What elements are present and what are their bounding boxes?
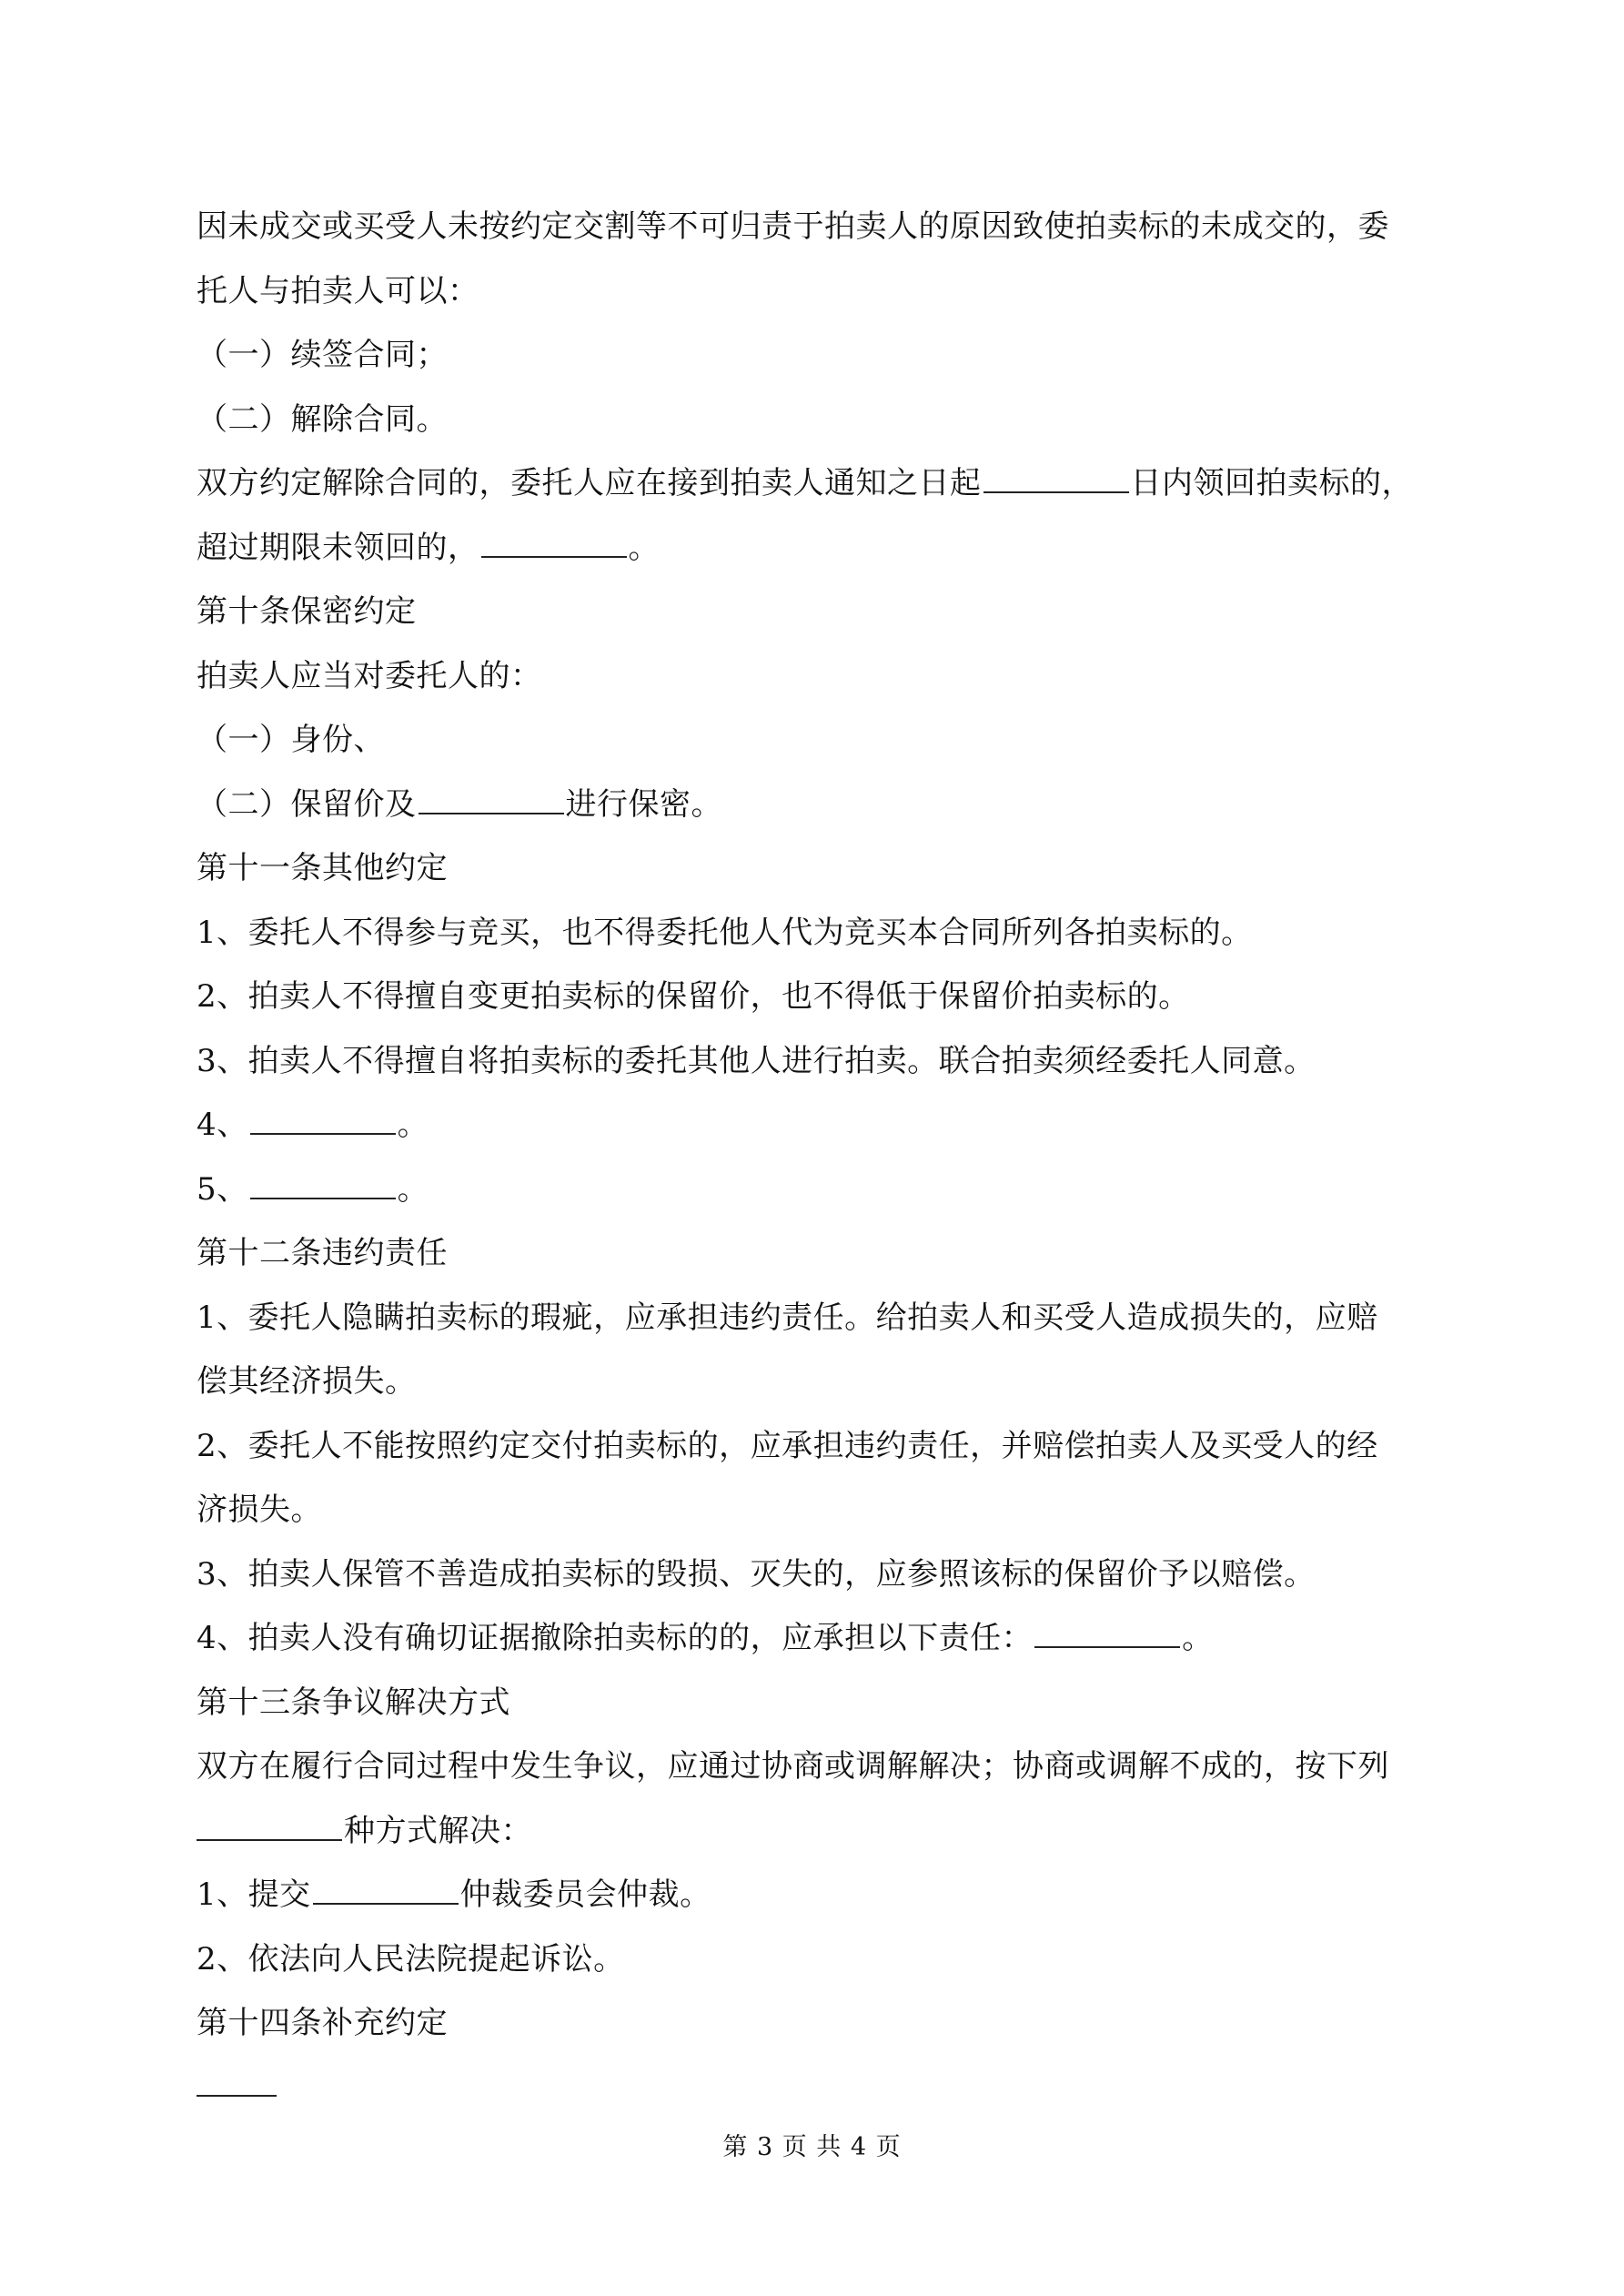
page-footer bbox=[0, 2131, 1624, 2164]
heading-text: 第十四条补充约定 bbox=[197, 2005, 448, 2041]
text-span: 超过期限未领回的， bbox=[197, 529, 479, 566]
heading-text: 第十一条其他约定 bbox=[197, 850, 448, 886]
section-heading bbox=[197, 1221, 1452, 1286]
paragraph-line bbox=[197, 1799, 1452, 1864]
list-item bbox=[197, 901, 1452, 966]
fill-in-blank bbox=[197, 2095, 277, 2097]
text-span: 5、 bbox=[197, 1170, 248, 1208]
list-item bbox=[197, 1542, 1452, 1607]
text-span: 种方式解决： bbox=[344, 1812, 532, 1849]
list-item bbox=[197, 323, 1452, 388]
text-span: 。 bbox=[397, 1170, 429, 1208]
text-span: 2、依法向人民法院提起诉讼。 bbox=[197, 1940, 625, 1977]
paragraph-line bbox=[197, 259, 1452, 324]
list-item-continuation bbox=[197, 1350, 1452, 1414]
text-span: 2、拍卖人不得擅自变更拍卖标的保留价，也不得低于保留价拍卖标的。 bbox=[197, 978, 1190, 1015]
text-span: 4、 bbox=[197, 1107, 248, 1143]
text-span: 1、委托人不得参与竞买，也不得委托他人代为竞买本合同所列各拍卖标的。 bbox=[197, 914, 1253, 951]
list-item bbox=[197, 1158, 1452, 1222]
paragraph-line bbox=[197, 451, 1452, 516]
list-item bbox=[197, 965, 1452, 1029]
list-item bbox=[197, 708, 1452, 773]
text-span: 仲裁委员会仲裁。 bbox=[459, 1876, 711, 1913]
fill-in-blank bbox=[481, 529, 627, 558]
text-span: （二）保留价及 bbox=[197, 785, 417, 823]
text-span: 日内领回拍卖标的， bbox=[1130, 465, 1413, 501]
list-item bbox=[197, 773, 1452, 837]
fill-in-blank bbox=[250, 1106, 396, 1135]
section-heading bbox=[197, 1991, 1452, 2056]
fill-in-blank bbox=[419, 785, 564, 814]
paragraph-line bbox=[197, 1735, 1452, 1799]
text-span: （一）身份、 bbox=[197, 722, 385, 758]
list-item bbox=[197, 1029, 1452, 1094]
text-span: 济损失。 bbox=[197, 1492, 322, 1528]
paragraph-line bbox=[197, 644, 1452, 709]
text-span: （二）解除合同。 bbox=[197, 400, 448, 438]
heading-text: 第十二条违约责任 bbox=[197, 1235, 448, 1271]
text-span: 1、委托人隐瞒拍卖标的瑕疵，应承担违约责任。给拍卖人和买受人造成损失的，应赔 bbox=[197, 1299, 1378, 1336]
fill-in-blank bbox=[197, 1812, 342, 1841]
text-span: 偿其经济损失。 bbox=[197, 1363, 417, 1400]
text-span: 拍卖人应当对委托人的： bbox=[197, 657, 542, 694]
list-item-continuation bbox=[197, 1478, 1452, 1542]
section-heading bbox=[197, 836, 1452, 901]
fill-in-blank bbox=[1034, 1619, 1180, 1648]
list-item bbox=[197, 388, 1452, 452]
text-span: 3、拍卖人不得擅自将拍卖标的委托其他人进行拍卖。联合拍卖须经委托人同意。 bbox=[197, 1042, 1316, 1079]
text-span: 双方在履行合同过程中发生争议，应通过协商或调解解决；协商或调解不成的，按下列 bbox=[197, 1748, 1389, 1785]
fill-in-blank bbox=[250, 1170, 396, 1199]
paragraph-line bbox=[197, 516, 1452, 581]
list-item bbox=[197, 1286, 1452, 1350]
fill-in-blank bbox=[983, 464, 1129, 493]
list-item bbox=[197, 1093, 1452, 1158]
paragraph-line bbox=[197, 195, 1452, 259]
text-span: 。 bbox=[628, 529, 660, 566]
text-span: 3、拍卖人保管不善造成拍卖标的毁损、灭失的，应参照该标的保留价予以赔偿。 bbox=[197, 1555, 1316, 1593]
text-span: 4、拍卖人没有确切证据撤除拍卖标的的，应承担以下责任： bbox=[197, 1620, 1034, 1656]
heading-text: 第十条保密约定 bbox=[197, 593, 417, 630]
list-item bbox=[197, 1927, 1452, 1992]
text-span: 双方约定解除合同的，委托人应在接到拍卖人通知之日起 bbox=[197, 465, 982, 501]
list-item bbox=[197, 1414, 1452, 1479]
list-item bbox=[197, 1606, 1452, 1671]
fill-in-blank bbox=[313, 1876, 459, 1905]
text-span: 2、委托人不能按照约定交付拍卖标的，应承担违约责任，并赔偿拍卖人及买受人的经 bbox=[197, 1427, 1378, 1464]
text-span: 1、提交 bbox=[197, 1876, 311, 1913]
section-heading bbox=[197, 580, 1452, 644]
text-span: 进行保密。 bbox=[565, 785, 722, 823]
text-span: 因未成交或买受人未按约定交割等不可归责于拍卖人的原因致使拍卖标的未成交的，委 bbox=[197, 208, 1389, 245]
document-body bbox=[197, 195, 1452, 2056]
text-span: 。 bbox=[1182, 1620, 1214, 1656]
text-span: 托人与拍卖人可以： bbox=[197, 272, 479, 309]
heading-text: 第十三条争议解决方式 bbox=[197, 1684, 510, 1721]
list-item bbox=[197, 1863, 1452, 1927]
text-span: （一）续签合同； bbox=[197, 337, 448, 373]
text-span: 。 bbox=[397, 1107, 429, 1143]
page-number: 第 3 页 共 4 页 bbox=[722, 2133, 902, 2161]
section-heading bbox=[197, 1671, 1452, 1735]
